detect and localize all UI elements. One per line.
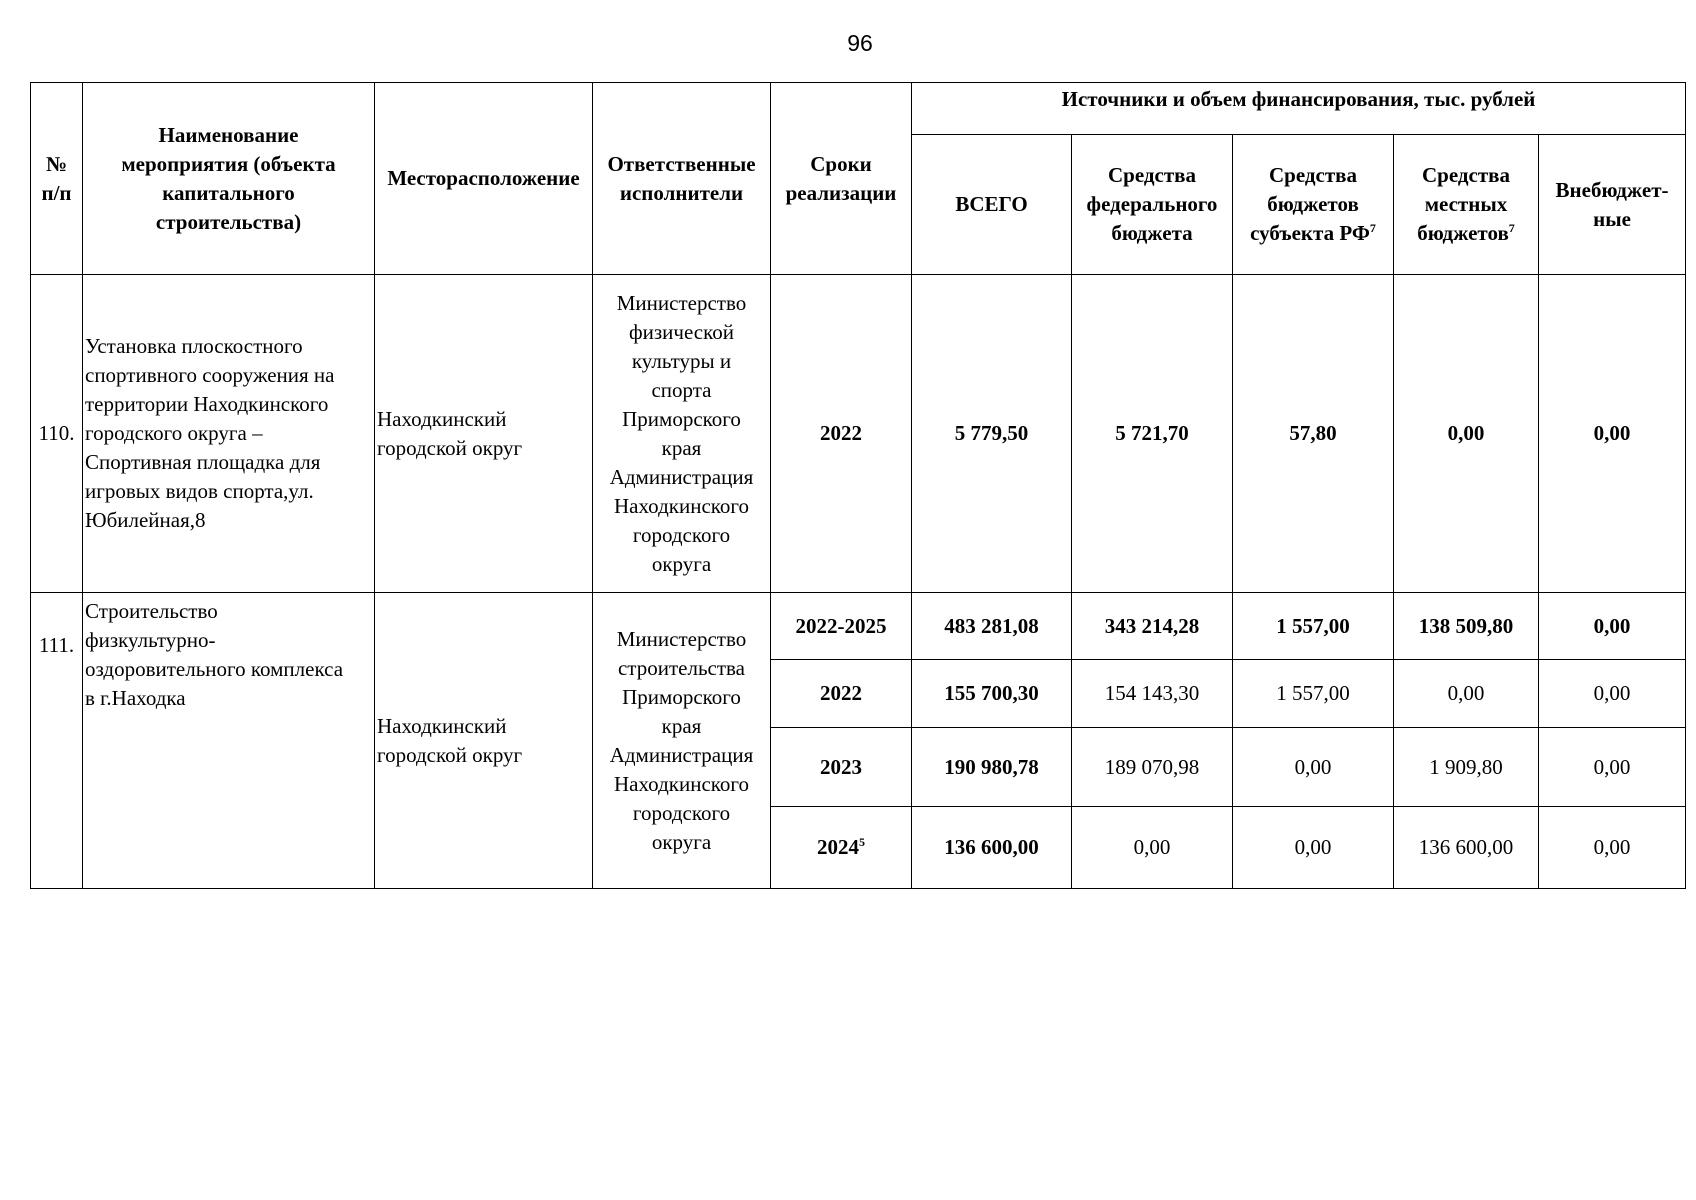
- row-extra: 0,00: [1539, 593, 1686, 660]
- row-local: 1 909,80: [1394, 728, 1539, 807]
- row-num: 111.: [31, 593, 83, 889]
- header-federal: Средства федерального бюджета: [1072, 135, 1233, 275]
- row-extra: 0,00: [1539, 660, 1686, 728]
- header-name: Наименование мероприятия (объекта капитального строительства): [83, 83, 375, 275]
- row-year: 2022: [771, 275, 912, 593]
- row-subject: 1 557,00: [1233, 593, 1394, 660]
- header-local-label: Средства местных бюджетов: [1417, 163, 1510, 245]
- row-total: 5 779,50: [912, 275, 1072, 593]
- row-year: 2022: [771, 660, 912, 728]
- page-number: 96: [847, 30, 873, 56]
- row-year-footnote: 5: [859, 835, 865, 849]
- header-local: [1394, 135, 1539, 275]
- row-federal: 343 214,28: [1072, 593, 1233, 660]
- row-subject: 0,00: [1233, 807, 1394, 889]
- row-location: Находкинский городской округ: [375, 593, 593, 889]
- header-num: № п/п: [31, 83, 83, 275]
- row-extra: 0,00: [1539, 728, 1686, 807]
- row-year: [771, 807, 912, 889]
- financing-table: [30, 82, 1686, 889]
- row-executors: Министерство строительства Приморского края Администрация Находкинского городского округа: [593, 593, 771, 889]
- header-subject-footnote: 7: [1369, 221, 1376, 235]
- row-local: 136 600,00: [1394, 807, 1539, 889]
- row-year: 2022-2025: [771, 593, 912, 660]
- row-federal: 0,00: [1072, 807, 1233, 889]
- row-extra: 0,00: [1539, 807, 1686, 889]
- header-location: Месторасположение: [375, 83, 593, 275]
- header-subject-label: Средства бюджетов субъекта РФ: [1250, 163, 1370, 245]
- header-terms: Сроки реализации: [771, 83, 912, 275]
- header-row-1: [31, 83, 1686, 135]
- row-name: Установка плоскостного спортивного сооружения на территории Находкинского городского округа – Спортивная площадка для игровых видов спорта,ул. Юбилейная,8: [83, 275, 375, 593]
- header-executors: Ответственные исполнители: [593, 83, 771, 275]
- header-total: ВСЕГО: [912, 135, 1072, 275]
- row-local: 0,00: [1394, 275, 1539, 593]
- header-extra: Внебюджет- ные: [1539, 135, 1686, 275]
- row-name: Строительство физкультурно- оздоровительного комплекса в г.Находка: [83, 593, 375, 889]
- row-year-label: 2024: [817, 835, 859, 859]
- row-subject: 1 557,00: [1233, 660, 1394, 728]
- row-executors: Министерство физической культуры и спорта Приморского края Администрация Находкинского городского округа: [593, 275, 771, 593]
- row-total: 136 600,00: [912, 807, 1072, 889]
- row-total: 155 700,30: [912, 660, 1072, 728]
- table-row: [31, 593, 1686, 660]
- row-extra: 0,00: [1539, 275, 1686, 593]
- row-subject: 0,00: [1233, 728, 1394, 807]
- header-financing-group: Источники и объем финансирования, тыс. рублей: [912, 83, 1686, 135]
- row-federal: 154 143,30: [1072, 660, 1233, 728]
- row-subject: 57,80: [1233, 275, 1394, 593]
- row-federal: 189 070,98: [1072, 728, 1233, 807]
- table-row: [31, 275, 1686, 593]
- row-location: Находкинский городской округ: [375, 275, 593, 593]
- row-total: 190 980,78: [912, 728, 1072, 807]
- row-year: 2023: [771, 728, 912, 807]
- row-federal: 5 721,70: [1072, 275, 1233, 593]
- row-num: 110.: [31, 275, 83, 593]
- row-total: 483 281,08: [912, 593, 1072, 660]
- row-local: 0,00: [1394, 660, 1539, 728]
- header-subject: [1233, 135, 1394, 275]
- header-local-footnote: 7: [1508, 221, 1515, 235]
- row-local: 138 509,80: [1394, 593, 1539, 660]
